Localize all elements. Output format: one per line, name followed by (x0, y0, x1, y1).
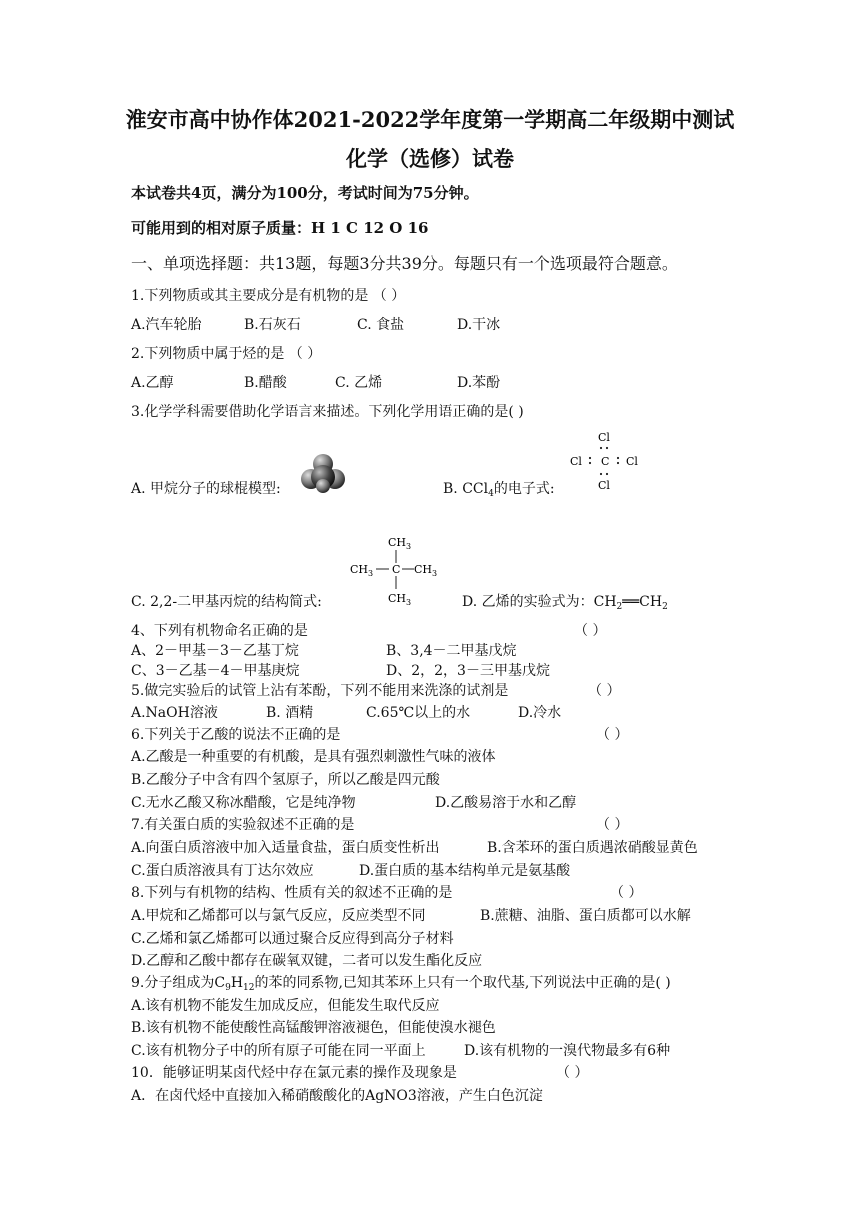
q8-stem: 8.下列与有机物的结构、性质有关的叙述不正确的是 (131, 885, 453, 901)
q9-stem (131, 974, 671, 997)
q9-option-b: B.该有机物不能使酸性高锰酸钾溶液褪色，但能使溴水褪色 (131, 1020, 496, 1036)
q6-option-b: B.乙酸分子中含有四个氢原子，所以乙酸是四元酸 (131, 772, 440, 788)
ccl4-cl-left: Cl (570, 455, 582, 468)
q1-option-a: A.汽车轮胎 (131, 317, 202, 333)
q3-option-d-sub2: 2 (662, 602, 668, 612)
q2-option-a: A.乙醇 (131, 375, 174, 391)
q8-option-a: A.甲烷和乙烯都可以与氯气反应，反应类型不同 (131, 908, 426, 924)
exam-title-line1: 淮安市高中协作体2021-2022学年度第一学期高二年级期中测试 (125, 107, 735, 132)
q7-option-d: D.蛋白质的基本结构单元是氨基酸 (359, 863, 571, 879)
q5-option-d: D.冷水 (518, 705, 562, 721)
q3-option-d-mid: CH (639, 594, 663, 610)
q10-option-a: A．在卤代烃中直接加入稀硝酸酸化的AgNO3溶液，产生白色沉淀 (131, 1088, 543, 1104)
q3-option-b-post: 的电子式: (493, 481, 555, 497)
q9-stem-mid: H (230, 975, 244, 991)
q9-stem-post: 的苯的同系物,已知其苯环上只有一个取代基,下列说法中正确的是( ) (254, 975, 671, 991)
q4-stem: 4、下列有机物命名正确的是 (131, 623, 308, 639)
q3-stem: 3.化学学科需要借助化学语言来描述。下列化学用语正确的是( ) (131, 404, 524, 420)
q5-stem: 5.做完实验后的试管上沾有苯酚，下列不能用来洗涤的试剂是 (131, 683, 509, 699)
q8-option-b: B.蔗糖、油脂、蛋白质都可以水解 (480, 908, 691, 924)
q9-stem-sub2: 12 (243, 983, 255, 993)
q9-option-d: D.该有机物的一溴代物最多有6种 (464, 1043, 671, 1059)
q3-option-d-pre: D. 乙烯的实验式为：CH (462, 594, 617, 610)
q9-stem-pre: 9.分子组成为C (131, 975, 226, 991)
q3-option-b-sub: 4 (488, 489, 494, 499)
q3-option-b (443, 480, 555, 503)
exam-title-line2: 化学（选修）试卷 (346, 146, 514, 171)
q5-option-c: C.65℃以上的水 (366, 705, 471, 721)
q3-option-b-pre: B. CCl (443, 481, 489, 497)
ccl4-electron-formula (568, 428, 648, 494)
q2-option-c: C. 乙烯 (335, 375, 383, 391)
q5-option-a: A.NaOH溶液 (131, 705, 218, 721)
q4-option-b: B、3,4－二甲基戊烷 (386, 643, 517, 659)
q6-stem: 6.下列关于乙酸的说法不正确的是 (131, 727, 341, 743)
q1-stem: 1.下列物质或其主要成分是有机物的是 （ ） (131, 288, 406, 304)
struct-ch3-bottom: $CH_3$ (388, 592, 412, 607)
q9-stem-sub1: 9 (225, 983, 231, 993)
q4-paren: （ ） (574, 623, 607, 639)
q2-option-d: D.苯酚 (457, 375, 501, 391)
q5-option-b: B. 酒精 (266, 705, 314, 721)
q7-paren: （ ） (596, 817, 629, 833)
q8-option-d: D.乙醇和乙酸中都存在碳氧双键，二者可以发生酯化反应 (131, 953, 483, 969)
methane-ball-model-image (300, 453, 346, 493)
q7-option-a: A.向蛋白质溶液中加入适量食盐，蛋白质变性析出 (131, 840, 440, 856)
section1-heading: 一、单项选择题：共13题，每题3分共39分。每题只有一个选项最符合题意。 (131, 254, 678, 273)
q1-option-b: B.石灰石 (244, 317, 301, 333)
q7-option-b: B.含苯环的蛋白质遇浓硝酸显黄色 (487, 840, 698, 856)
q4-option-a: A、2－甲基－3－乙基丁烷 (131, 643, 299, 659)
q5-paren: （ ） (588, 683, 621, 699)
ccl4-cl-top: Cl (598, 431, 610, 444)
ccl4-c-center: C (601, 455, 610, 468)
q3-option-c: C. 2,2-二甲基丙烷的结构简式: (131, 594, 322, 610)
q6-option-a: A.乙酸是一种重要的有机酸，是具有强烈刺激性气味的液体 (131, 749, 496, 765)
q10-stem: 10．能够证明某卤代烃中存在氯元素的操作及现象是 (131, 1065, 457, 1081)
q2-stem: 2.下列物质中属于烃的是 （ ） (131, 346, 322, 362)
q8-option-c: C.乙烯和氯乙烯都可以通过聚合反应得到高分子材料 (131, 931, 454, 947)
struct-c-center: C (392, 563, 401, 576)
q6-option-c: C.无水乙酸又称冰醋酸，它是纯净物 (131, 795, 356, 811)
q3-option-a: A. 甲烷分子的球棍模型: (131, 481, 281, 497)
exam-info-line2: 可能用到的相对原子质量：H 1 C 12 O 16 (131, 219, 429, 237)
struct-ch3-top: $CH_3$ (388, 536, 412, 551)
q6-paren: （ ） (596, 727, 629, 743)
q3-option-d-eq: ══ (622, 594, 640, 610)
q4-option-c: C、3－乙基－4－甲基庚烷 (131, 663, 300, 679)
q7-stem: 7.有关蛋白质的实验叙述不正确的是 (131, 817, 355, 833)
dimethylpropane-structure (348, 532, 448, 608)
q7-option-c: C.蛋白质溶液具有丁达尔效应 (131, 863, 314, 879)
q9-option-c: C.该有机物分子中的所有原子可能在同一平面上 (131, 1043, 426, 1059)
q3-option-d (462, 593, 668, 616)
q3-option-d-sub1: 2 (616, 602, 623, 612)
q2-option-b: B.醋酸 (244, 375, 287, 391)
struct-ch3-right: $CH_3$ (414, 563, 438, 578)
q6-option-d: D.乙酸易溶于水和乙醇 (435, 795, 577, 811)
ccl4-cl-right: Cl (626, 455, 638, 468)
exam-info-line1: 本试卷共4页，满分为100分，考试时间为75分钟。 (131, 184, 479, 202)
q4-option-d: D、2，2，3－三甲基戊烷 (386, 663, 550, 679)
q10-paren: （ ） (556, 1065, 589, 1081)
ccl4-cl-bottom: Cl (598, 479, 610, 492)
struct-ch3-left: $CH_3$ (350, 563, 374, 578)
q1-option-c: C. 食盐 (357, 317, 405, 333)
q9-option-a: A.该有机物不能发生加成反应，但能发生取代反应 (131, 998, 440, 1014)
q1-option-d: D.干冰 (457, 317, 501, 333)
q8-paren: （ ） (610, 885, 643, 901)
